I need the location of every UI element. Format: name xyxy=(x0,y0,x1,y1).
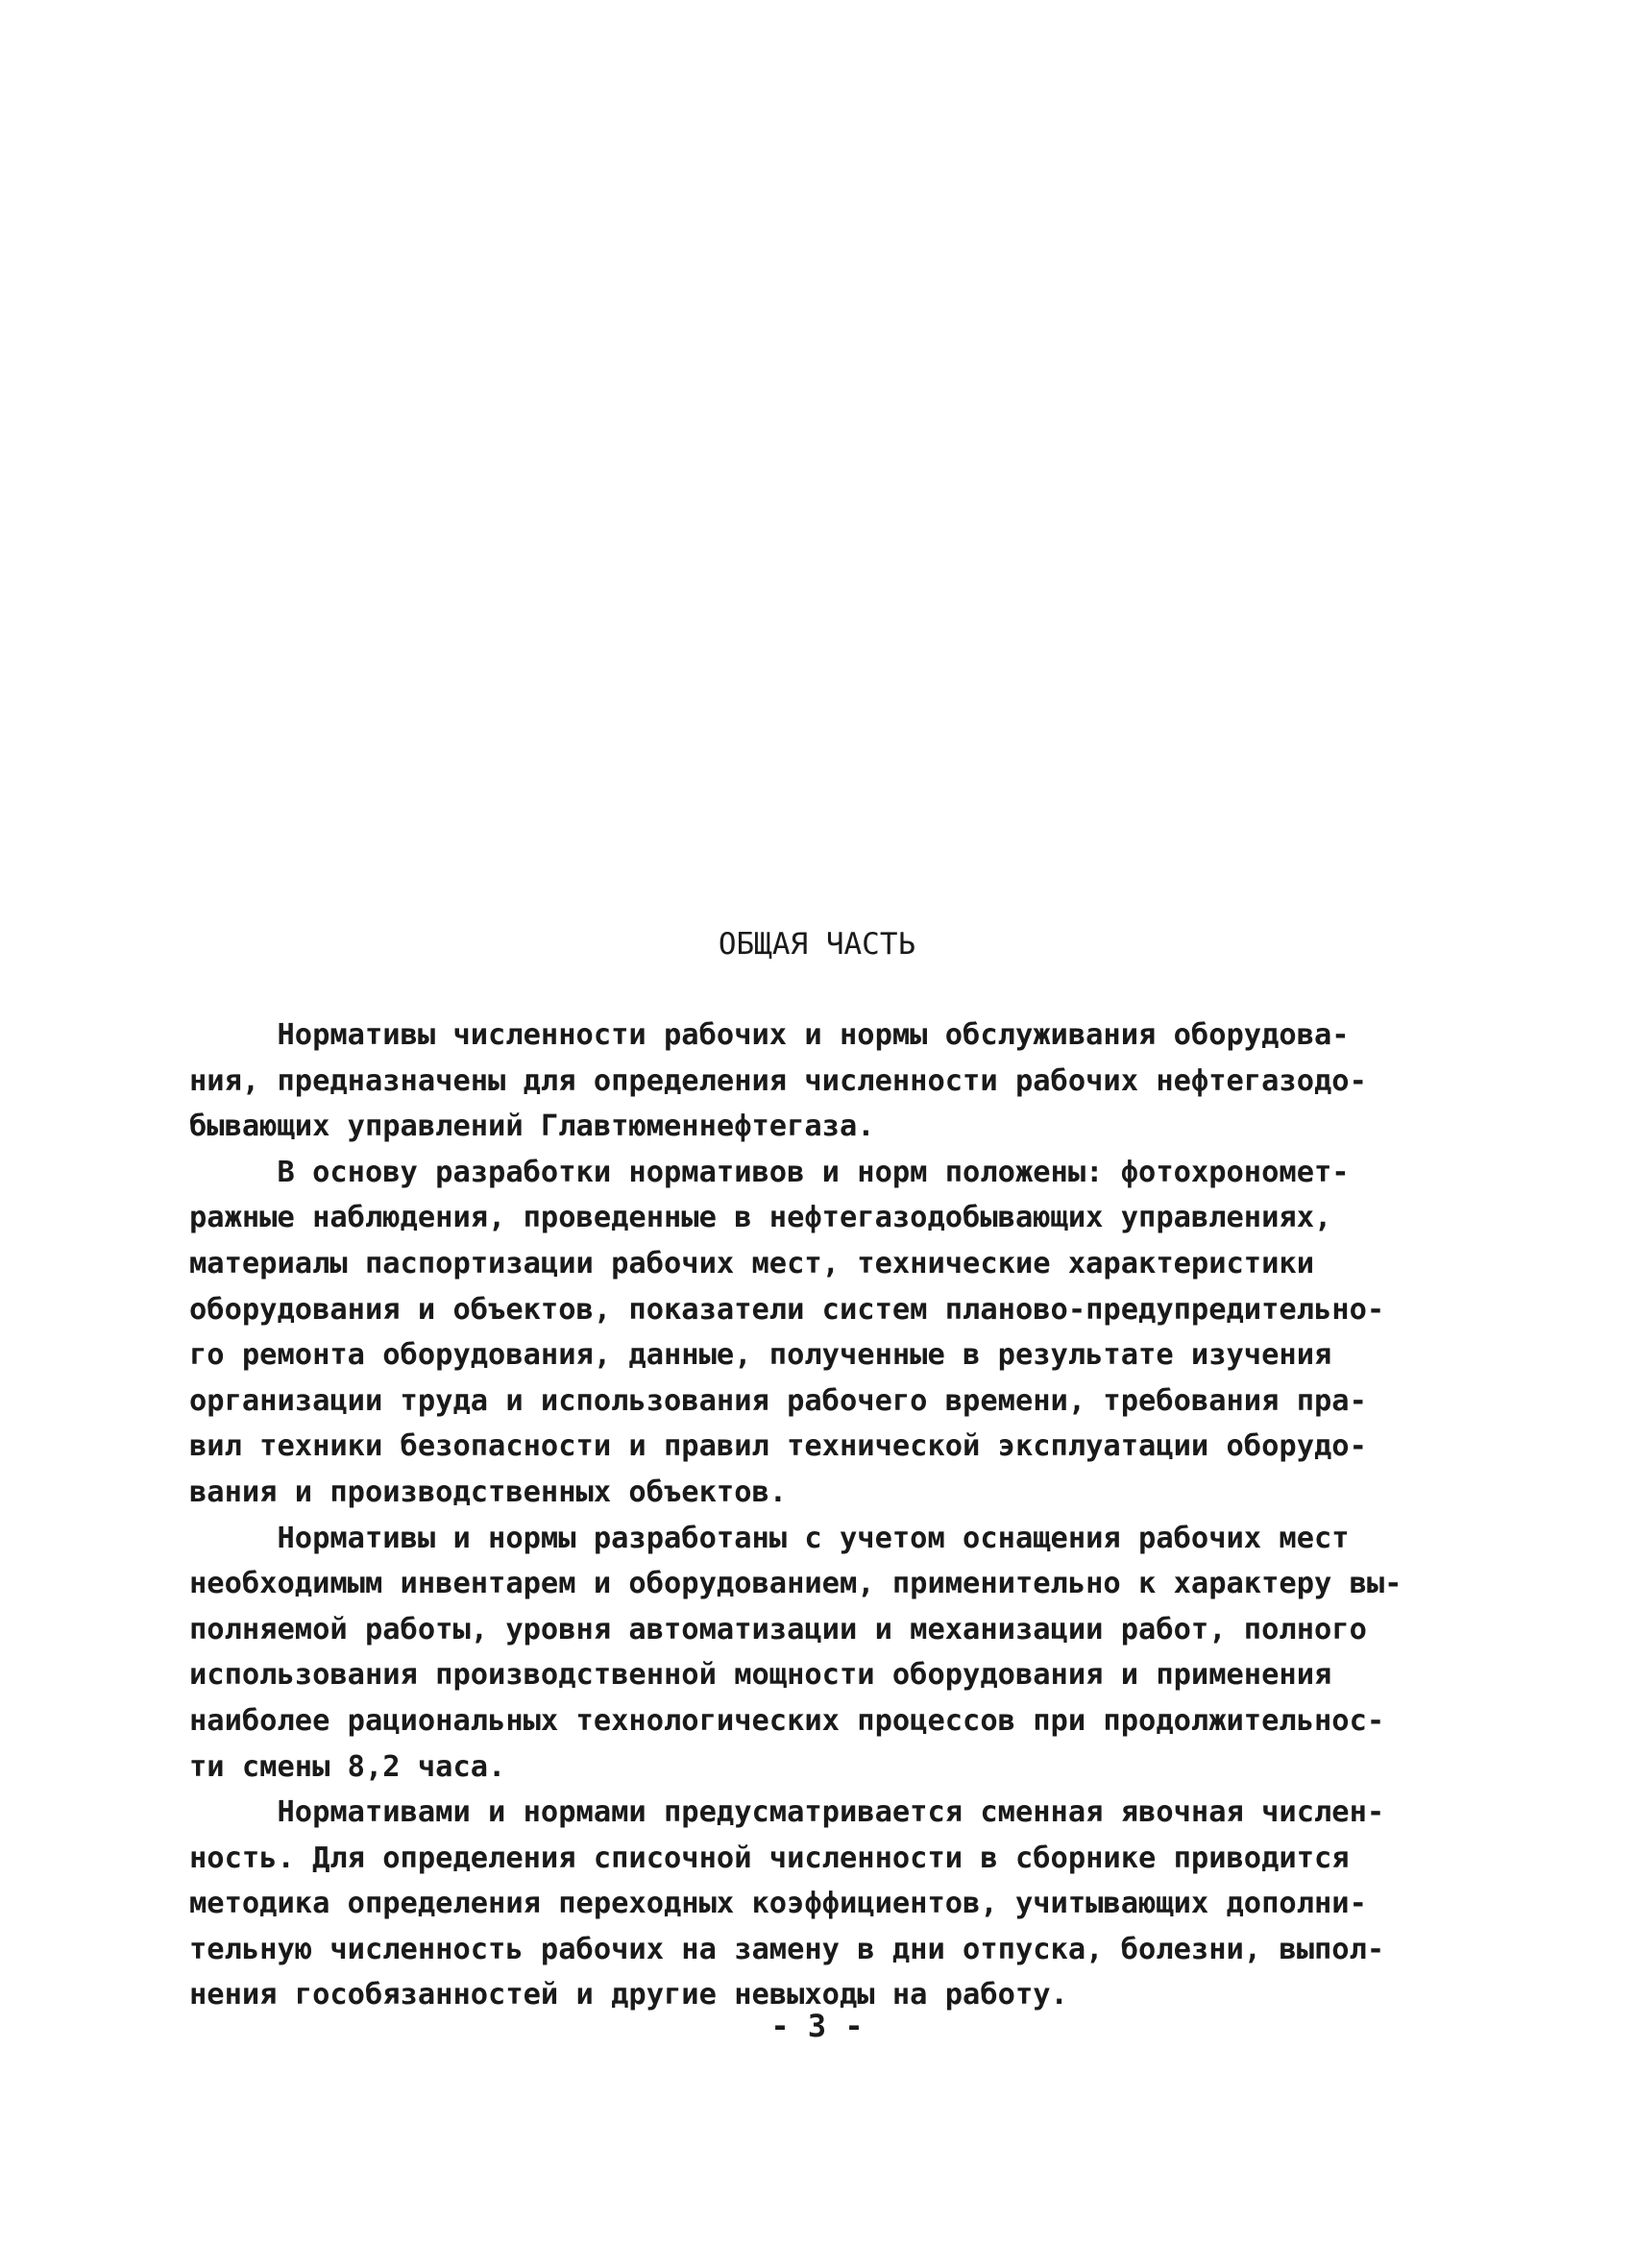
text-line: использования производственной мощности оборудования и применения xyxy=(189,1658,1332,1693)
text-line: организации труда и использования рабочего времени, требования пра- xyxy=(189,1383,1367,1418)
page-number: - 3 - xyxy=(770,2008,864,2044)
text-line: наиболее рациональных технологических процессов при продолжительнос- xyxy=(189,1703,1385,1738)
text-line: ражные наблюдения, проведенные в нефтегазодобывающих управлениях, xyxy=(189,1201,1332,1235)
text-line: Нормативами и нормами предусматривается сменная явочная числен- xyxy=(189,1795,1385,1830)
body-text xyxy=(189,1012,1467,2018)
text-line: ность. Для определения списочной численности в сборнике приводится xyxy=(189,1841,1350,1875)
text-line: тельную численность рабочих на замену в дни отпуска, болезни, выпол- xyxy=(189,1932,1385,1966)
text-line: бывающих управлений Главтюменнефтегаза. xyxy=(189,1110,875,1144)
text-line: вания и производственных объектов. xyxy=(189,1475,788,1509)
text-line: полняемой работы, уровня автоматизации и механизации работ, полного xyxy=(189,1612,1367,1646)
text-line: материалы паспортизации рабочих мест, технические характеристики xyxy=(189,1246,1314,1280)
text-line: Нормативы и нормы разработаны с учетом оснащения рабочих мест xyxy=(189,1521,1350,1555)
text-line: ния, предназначены для определения численности рабочих нефтегазодо- xyxy=(189,1063,1367,1098)
text-line: методика определения переходных коэффициентов, учитывающих дополни- xyxy=(189,1887,1367,1921)
section-heading: ОБЩАЯ ЧАСТЬ xyxy=(718,927,916,962)
text-line: необходимым инвентарем и оборудованием, применительно к характеру вы- xyxy=(189,1567,1402,1601)
text-line: ти смены 8,2 часа. xyxy=(189,1749,506,1784)
text-line: го ремонта оборудования, данные, полученные в результате изучения xyxy=(189,1338,1332,1373)
text-line: нения гособязанностей и другие невыходы на работу. xyxy=(189,1978,1068,2012)
text-line: вил техники безопасности и правил технической эксплуатации оборудо- xyxy=(189,1429,1367,1464)
text-line: оборудования и объектов, показатели систем планово-предупредительно- xyxy=(189,1292,1385,1327)
text-line: Нормативы численности рабочих и нормы обслуживания оборудова- xyxy=(189,1018,1350,1052)
text-line: В основу разработки нормативов и норм положены: фотохрономет- xyxy=(189,1155,1350,1189)
